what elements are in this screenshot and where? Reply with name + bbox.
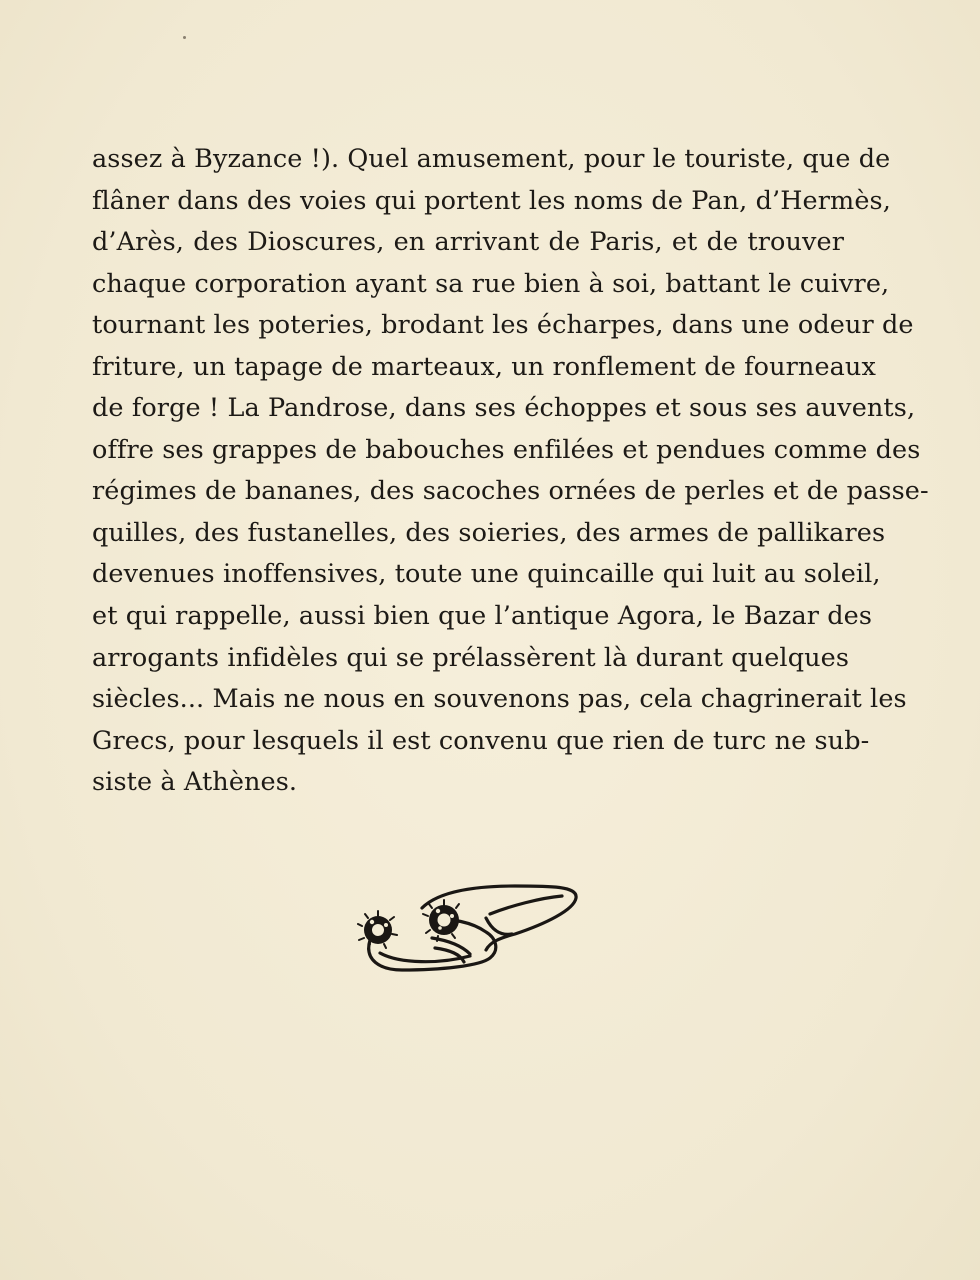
text-line-last: siste à Athènes. bbox=[92, 767, 298, 798]
text-line: devenues inoffensives, toute une quincaille qui luit au soleil, bbox=[92, 559, 881, 590]
text-line: assez à Byzance !). Quel amusement, pour le touriste, que de bbox=[92, 144, 891, 174]
text-line: flâner dans des voies qui portent les noms de Pan, d’Hermès, bbox=[92, 185, 891, 216]
babouches-slippers-icon bbox=[340, 878, 590, 978]
text-line: quilles, des fustanelles, des soieries, des armes de pallikares bbox=[92, 517, 886, 548]
text-line: de forge ! La Pandrose, dans ses échoppes et sous ses auvents, bbox=[92, 393, 916, 424]
text-line: d’Arès, des Dioscures, en arrivant de Paris, et de trouver bbox=[92, 227, 844, 258]
paper-speck bbox=[183, 36, 186, 39]
text-line: friture, un tapage de marteaux, un ronflement de fourneaux bbox=[92, 351, 876, 382]
text-line: chaque corporation ayant sa rue bien à soi, battant le cuivre, bbox=[92, 268, 890, 299]
text-line: siècles... Mais ne nous en souvenons pas, cela chagrinerait les bbox=[92, 684, 907, 715]
text-line: offre ses grappes de babouches enfilées et pendues comme des bbox=[92, 434, 921, 465]
body-paragraph bbox=[92, 139, 929, 804]
text-line: tournant les poteries, brodant les écharpes, dans une odeur de bbox=[92, 310, 914, 341]
text-line: arrogants infidèles qui se prélassèrent là durant quelques bbox=[92, 642, 850, 673]
text-line: et qui rappelle, aussi bien que l’antique Agora, le Bazar des bbox=[92, 601, 873, 632]
text-line: régimes de bananes, des sacoches ornées de perles et de passe- bbox=[92, 476, 929, 507]
text-line: Grecs, pour lesquels il est convenu que rien de turc ne sub- bbox=[92, 725, 870, 756]
